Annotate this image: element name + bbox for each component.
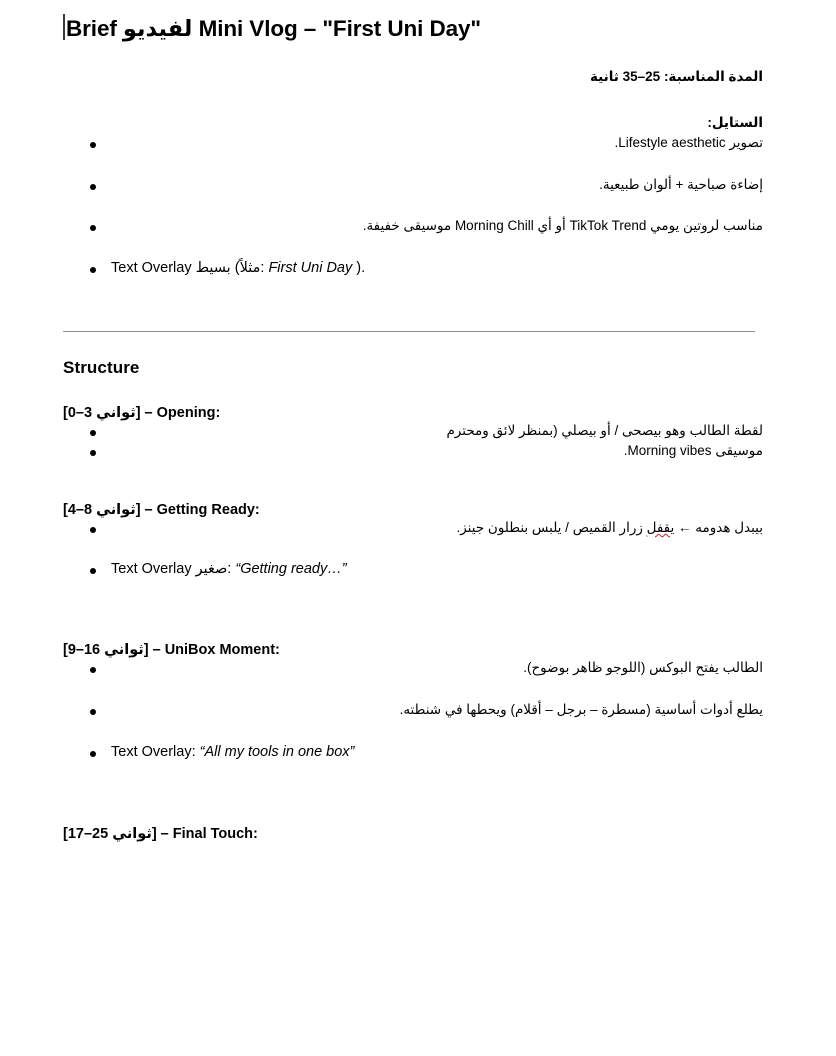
list-item-text: لقطة الطالب وهو بيصحى / أو بيصلي (بمنظر لائق ومحترم <box>446 422 763 438</box>
page-title[interactable] <box>63 0 763 43</box>
document-body <box>63 0 763 842</box>
text-caret <box>63 14 65 40</box>
list-item-text: مناسب لروتين يومي TikTok Trend أو أي Morning Chill موسيقى خفيفة. <box>362 218 763 234</box>
list-item <box>63 441 763 461</box>
getting-ready-bullet-list <box>63 518 763 581</box>
opening-bullet-list <box>63 421 763 461</box>
page-title-text: Brief لفيديو Mini Vlog – "First Uni Day" <box>66 16 481 41</box>
list-item <box>63 518 763 538</box>
list-item-text: يطلع أدوات أساسية (مسطرة – برجل – أقلام) ويحطها في شنطته. <box>399 702 763 718</box>
emphasis-text: First Uni Day <box>268 259 353 276</box>
list-item-text: الطالب يفتح البوكس (اللوجو ظاهر بوضوح). <box>523 660 763 676</box>
section-heading-getting-ready: [4–8 ثواني] – Getting Ready: <box>63 501 260 518</box>
list-item-text: Text Overlay بسيط (مثلاً: First Uni Day ). <box>111 259 366 276</box>
style-label: الستايل: <box>707 114 763 130</box>
list-item-text: إضاءة صباحية + ألوان طبيعية. <box>599 176 763 192</box>
list-item <box>63 658 763 678</box>
list-item <box>63 742 763 763</box>
list-item <box>63 258 763 279</box>
structure-heading: Structure <box>63 357 140 377</box>
list-item-text: بيبدل هدومه ← يقفل زرار القميص / يلبس بنطلون جينز. <box>456 519 763 535</box>
list-item <box>63 559 763 580</box>
unibox-bullet-list <box>63 658 763 762</box>
divider-wrapper <box>63 301 763 332</box>
list-item-text: Text Overlay صغير: “Getting ready…” <box>111 561 347 578</box>
list-item <box>63 133 763 153</box>
section-heading-unibox-moment: [9–16 ثواني] – UniBox Moment: <box>63 642 280 659</box>
list-item <box>63 175 763 195</box>
list-item-text: تصوير Lifestyle aesthetic. <box>614 135 763 151</box>
section-heading-opening: [0–3 ثواني] – Opening: <box>63 404 221 421</box>
section-divider <box>63 331 755 332</box>
duration-line: المدة المناسبة: 25–35 ثانية <box>589 68 763 84</box>
emphasis-text: “All my tools in one box” <box>199 743 355 760</box>
list-item-text: موسيقى Morning vibes. <box>623 443 763 459</box>
list-item <box>63 216 763 236</box>
list-item <box>63 421 763 441</box>
list-item-text: Text Overlay: “All my tools in one box” <box>111 743 355 760</box>
section-heading-final-touch: [17–25 ثواني] – Final Touch: <box>63 825 258 842</box>
spellcheck-misspelled-word[interactable]: يقفل <box>646 519 675 535</box>
emphasis-text: “Getting ready…” <box>235 561 347 578</box>
list-item <box>63 700 763 720</box>
style-bullet-list <box>63 133 763 279</box>
